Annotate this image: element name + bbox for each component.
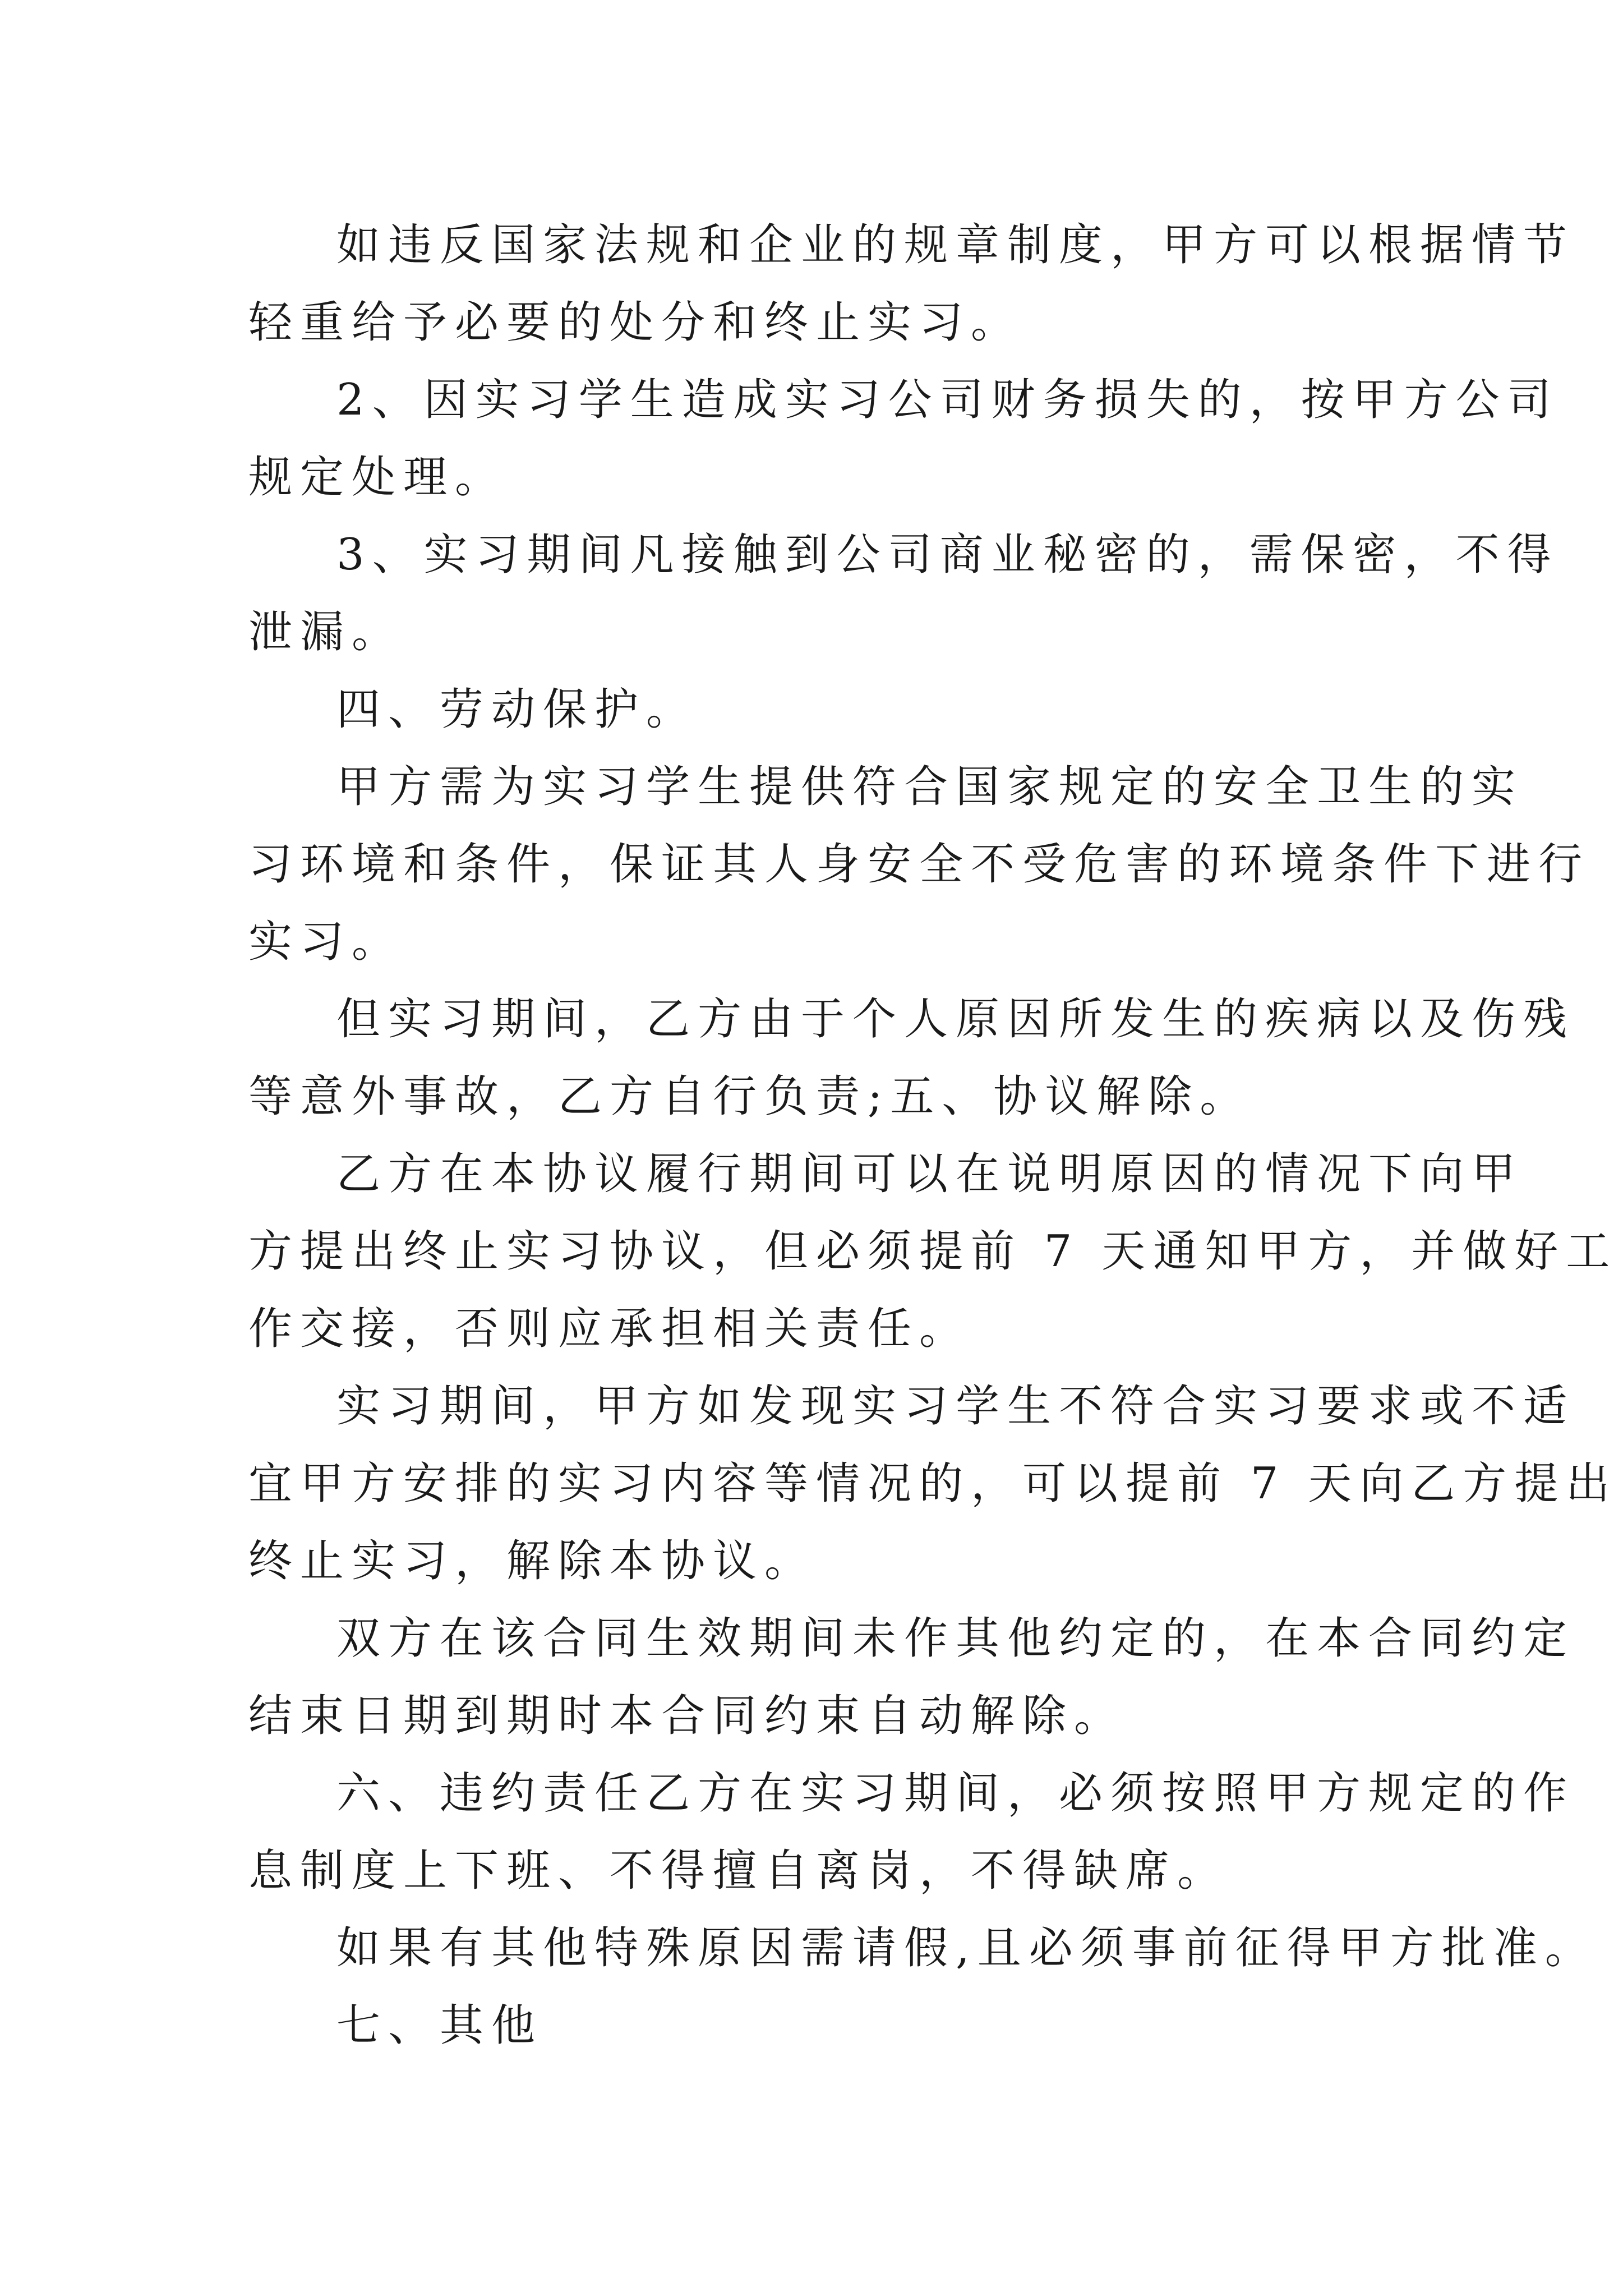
- text-line-1: 如违反国家法规和企业的规章制度，甲方可以根据情节: [336, 220, 1575, 270]
- text-line-3: 2、因实习学生造成实习公司财务损失的，按甲方公司: [336, 375, 1559, 425]
- text-line-5: 3、实习期间凡接触到公司商业秘密的，需保密，不得: [336, 530, 1559, 580]
- text-line-2: 轻重给予必要的处分和终止实习。: [248, 297, 1023, 348]
- text-line-9: 习环境和条件，保证其人身安全不受危害的环境条件下进行: [248, 839, 1590, 890]
- text-line-11: 但实习期间，乙方由于个人原因所发生的疾病以及伤残: [336, 994, 1575, 1045]
- text-line-20: 结束日期到期时本合同约束自动解除。: [248, 1691, 1126, 1741]
- text-line-14: 方提出终止实习协议，但必须提前 7 天通知甲方，并做好工: [248, 1226, 1618, 1277]
- text-line-6: 泄漏。: [248, 607, 404, 657]
- text-line-22: 息制度上下班、不得擅自离岗，不得缺席。: [248, 1846, 1229, 1896]
- text-line-12: 等意外事故，乙方自行负责;五、协议解除。: [248, 1071, 1252, 1122]
- text-line-17: 宜甲方安排的实习内容等情况的，可以提前 7 天向乙方提出: [248, 1458, 1618, 1509]
- text-line-13: 乙方在本协议履行期间可以在说明原因的情况下向甲: [336, 1149, 1524, 1199]
- text-line-19: 双方在该合同生效期间未作其他约定的，在本合同约定: [336, 1613, 1575, 1664]
- text-line-23: 如果有其他特殊原因需请假,且必须事前征得甲方批准。: [336, 1923, 1597, 1973]
- text-line-21: 六、违约责任乙方在实习期间，必须按照甲方规定的作: [336, 1768, 1575, 1819]
- text-line-10: 实习。: [248, 917, 404, 967]
- text-line-4: 规定处理。: [248, 452, 507, 503]
- text-line-15: 作交接，否则应承担相关责任。: [248, 1304, 971, 1354]
- text-line-7: 四、劳动保护。: [336, 684, 698, 735]
- text-line-18: 终止实习，解除本协议。: [248, 1536, 817, 1586]
- text-line-16: 实习期间，甲方如发现实习学生不符合实习要求或不适: [336, 1381, 1575, 1432]
- text-line-8: 甲方需为实习学生提供符合国家规定的安全卫生的实: [336, 762, 1524, 812]
- text-line-24: 七、其他: [336, 2000, 543, 2051]
